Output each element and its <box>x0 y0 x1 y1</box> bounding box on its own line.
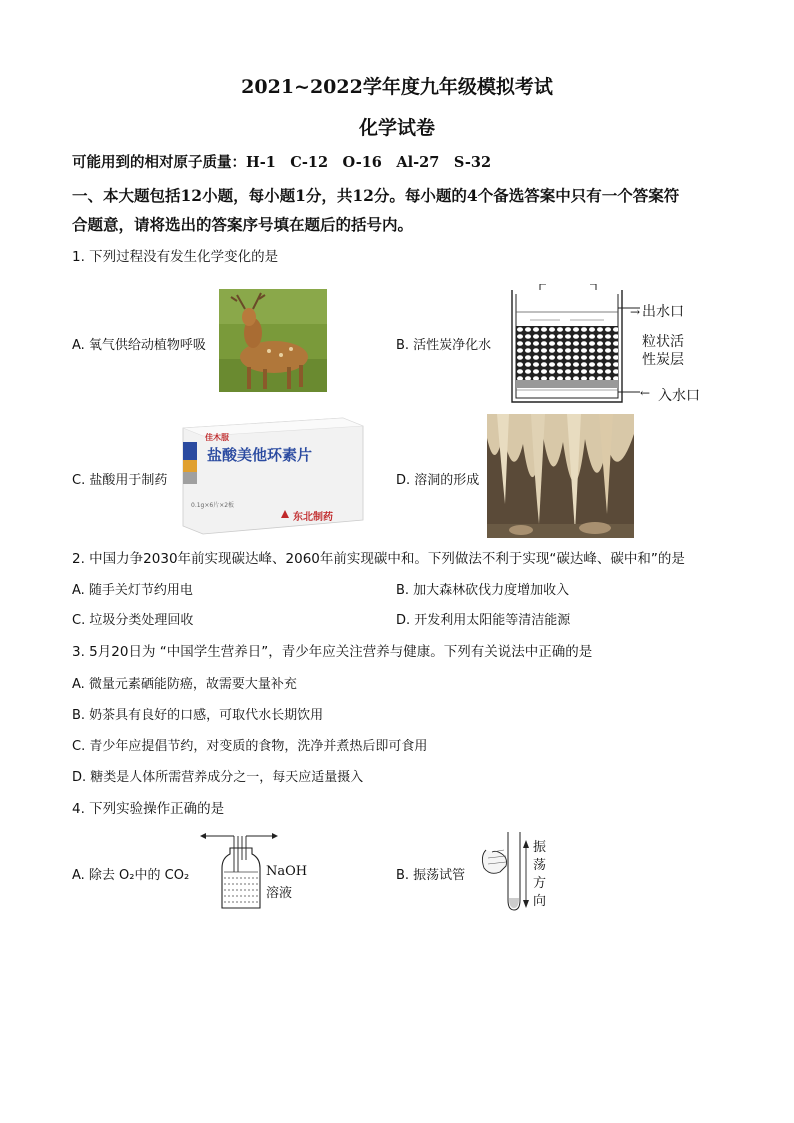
naoh-label: NaOH <box>266 864 308 879</box>
shake-direction-char-1: 振 <box>533 840 547 855</box>
q4-stem: 4. 下列实验操作正确的是 <box>72 801 225 817</box>
cave-image <box>487 414 634 538</box>
section1-instruction-line2: 合题意，请将选出的答案序号填在题后的括号内。 <box>72 215 414 234</box>
filter-carbon-label-2: 性炭层 <box>642 352 684 368</box>
water-filter-diagram <box>500 284 640 409</box>
test-tube-shaking-diagram <box>478 832 530 912</box>
q1-option-c: C. 盐酸用于制药 <box>72 473 168 488</box>
filter-outlet-label: 出水口 <box>642 304 684 320</box>
q1-option-a: A. 氧气供给动植物呼吸 <box>72 338 206 353</box>
page-subtitle: 化学试卷 <box>358 117 435 139</box>
naoh-solution-label: 溶液 <box>266 886 293 901</box>
shake-direction-char-4: 向 <box>533 894 547 909</box>
q4-option-a: A. 除去 O₂中的 CO₂ <box>72 868 190 883</box>
q1-stem: 1. 下列过程没有发生化学变化的是 <box>72 249 279 265</box>
q3-option-c: C. 青少年应提倡节约，对变质的食物，洗净并煮热后即可食用 <box>72 739 428 754</box>
medicine-box-image <box>179 414 367 538</box>
q2-option-d: D. 开发利用太阳能等清洁能源 <box>396 613 571 628</box>
shake-direction-char-3: 方 <box>533 876 547 891</box>
page-title: 2021~2022学年度九年级模拟考试 <box>241 76 553 98</box>
medicine-maker: 东北制药 <box>293 512 333 523</box>
q2-option-b: B. 加大森林砍伐力度增加收入 <box>396 583 570 598</box>
deer-image <box>219 289 327 392</box>
medicine-name: 盐酸美他环素片 <box>207 446 313 464</box>
arrow-right-icon: → <box>630 305 641 319</box>
q2-option-c: C. 垃圾分类处理回收 <box>72 613 194 628</box>
medicine-spec: 0.1g×6片×2板 <box>191 502 235 509</box>
section1-instruction-line1: 一、本大题包括12小题，每小题1分，共12分。每小题的4个备选答案中只有一个答案符 <box>72 186 680 205</box>
arrow-left-icon: ← <box>640 386 651 400</box>
q3-option-b: B. 奶茶具有良好的口感，可取代水长期饮用 <box>72 708 324 723</box>
q2-option-a: A. 随手关灯节约用电 <box>72 583 193 598</box>
q3-option-d: D. 糖类是人体所需营养成分之一，每天应适量摄入 <box>72 770 364 785</box>
q1-option-d: D. 溶洞的形成 <box>396 473 480 488</box>
q1-option-b: B. 活性炭净化水 <box>396 338 492 353</box>
filter-inlet-label: 入水口 <box>658 388 700 404</box>
filter-carbon-label-1: 粒状活 <box>642 334 684 350</box>
medicine-brand: 佳木服 <box>205 433 229 442</box>
q4-option-b: B. 振荡试管 <box>396 868 466 883</box>
q3-option-a: A. 微量元素硒能防癌，故需要大量补充 <box>72 677 297 692</box>
shake-direction-char-2: 荡 <box>533 858 547 873</box>
q3-stem: 3. 5月20日为 “中国学生营养日”，青少年应关注营养与健康。下列有关说法中正确的是 <box>72 644 593 660</box>
q2-stem: 2. 中国力争2030年前实现碳达峰、2060年前实现碳中和。下列做法不利于实现“碳达峰、碳中和”的是 <box>72 551 685 567</box>
atomic-masses: 可能用到的相对原子质量：H-1 C-12 O-16 Al-27 S-32 <box>72 154 492 171</box>
